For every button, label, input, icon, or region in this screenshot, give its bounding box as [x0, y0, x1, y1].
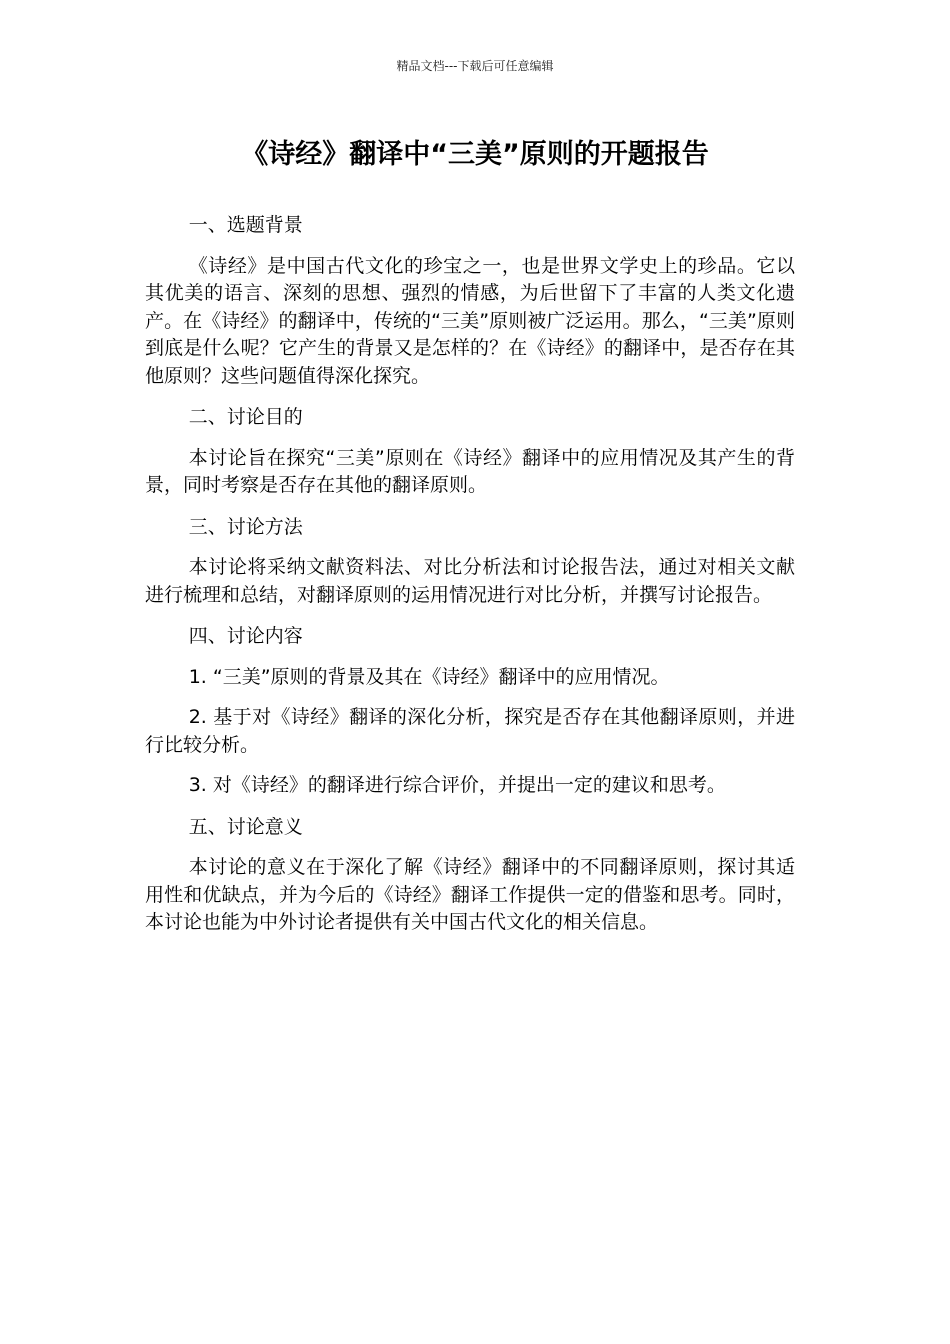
section-heading-background: 一、选题背景	[188, 214, 303, 236]
section-heading-purpose: 二、讨论目的	[188, 406, 303, 428]
section-heading-content: 四、讨论内容	[188, 625, 303, 647]
paragraph-background: 《诗经》是中国古代文化的珍宝之一，也是世界文学史上的珍品。它以其优美的语言、深刻的思想、强烈的情感，为后世留下了丰富的人类文化遗产。在《诗经》的翻译中，传统的“三美”原则被广泛运用。那么，“三美”原则到底是什么呢？它产生的背景又是怎样的？在《诗经》的翻译中，是否存在其他原则？这些问题值得深化探究。	[145, 254, 795, 387]
section-heading-method: 三、讨论方法	[188, 515, 303, 538]
paragraph-purpose: 本讨论旨在探究“三美”原则在《诗经》翻译中的应用情况及其产生的背景，同时考察是否存在其他的翻译原则。	[145, 446, 795, 496]
list-item-content-1: 1. “三美”原则的背景及其在《诗经》翻译中的应用情况。	[188, 665, 670, 688]
document-body	[145, 212, 795, 937]
page-header: 精品文档---下载后可任意编辑	[396, 59, 554, 73]
paragraph-significance: 本讨论的意义在于深化了解《诗经》翻译中的不同翻译原则，探讨其适用性和优缺点，并为今后的《诗经》翻译工作提供一定的借鉴和思考。同时，本讨论也能为中外讨论者提供有关中国古代文化的相关信息。	[145, 856, 795, 933]
section-heading-significance: 五、讨论意义	[188, 815, 303, 838]
document-title: 《诗经》翻译中“三美”原则的开题报告	[241, 139, 709, 170]
list-item-content-3: 3. 对《诗经》的翻译进行综合评价，并提出一定的建议和思考。	[188, 774, 726, 796]
paragraph-method: 本讨论将采纳文献资料法、对比分析法和讨论报告法，通过对相关文献进行梳理和总结，对翻译原则的运用情况进行对比分析，并撰写讨论报告。	[145, 556, 795, 606]
list-item-content-2: 2. 基于对《诗经》翻译的深化分析，探究是否存在其他翻译原则，并进行比较分析。	[145, 706, 795, 756]
